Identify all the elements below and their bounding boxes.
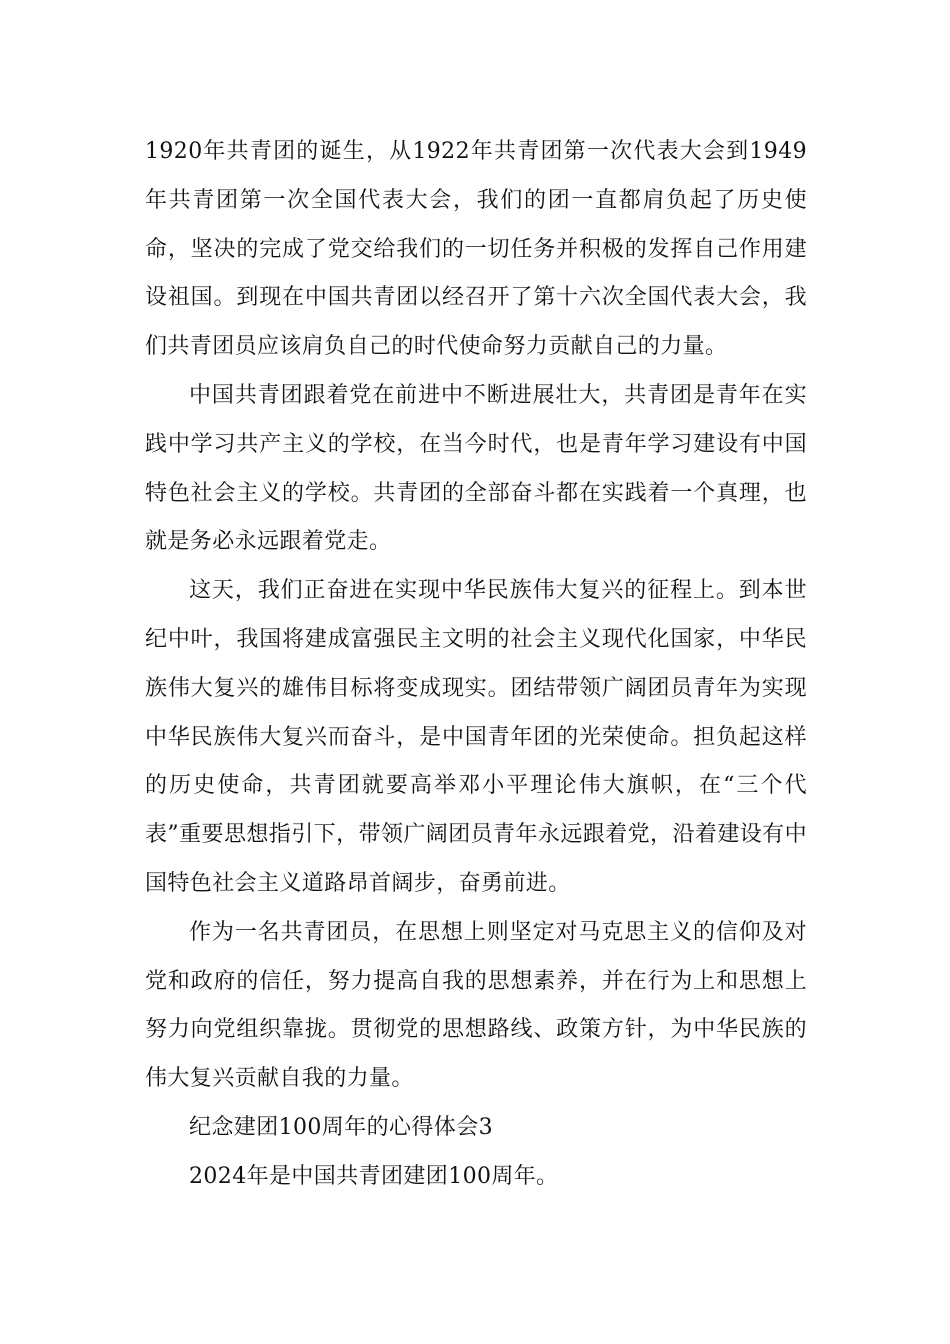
paragraph-1: 1920年共青团的诞生，从1922年共青团第一次代表大会到1949年共青团第一次全国代表大会，我们的团一直都肩负起了历史使命，坚决的完成了党交给我们的一切任务并积极的发挥自己作用建设祖国。到现在中国共青团以经召开了第十六次全国代表大会，我们共青团员应该肩负自己的时代使命努力贡献自己的力量。 [145, 139, 807, 360]
document-body [145, 128, 807, 1202]
paragraph-5: 2024年是中国共青团建团100周年。 [189, 1163, 559, 1189]
paragraph-3: 这天，我们正奋进在实现中华民族伟大复兴的征程上。到本世纪中叶，我国将建成富强民主文明的社会主义现代化国家，中华民族伟大复兴的雄伟目标将变成现实。团结带领广阔团员青年为实现中华民族伟大复兴而奋斗，是中国青年团的光荣使命。担负起这样的历史使命，共青团就要高举邓小平理论伟大旗帜，在“三个代表”重要思想指引下，带领广阔团员青年永远跟着党，沿着建设有中国特色社会主义道路昂首阔步，奋勇前进。 [145, 578, 807, 896]
section-heading: 纪念建团100周年的心得体会3 [189, 1114, 493, 1140]
paragraph-4: 作为一名共青团员，在思想上则坚定对马克思主义的信仰及对党和政府的信任，努力提高自我的思想素养，并在行为上和思想上努力向党组织靠拢。贯彻党的思想路线、政策方针，为中华民族的伟大复兴贡献自我的力量。 [145, 919, 807, 1092]
paragraph-2: 中国共青团跟着党在前进中不断进展壮大，共青团是青年在实践中学习共产主义的学校，在当今时代，也是青年学习建设有中国特色社会主义的学校。共青团的全部奋斗都在实践着一个真理，也就是务必永远跟着党走。 [145, 382, 807, 555]
